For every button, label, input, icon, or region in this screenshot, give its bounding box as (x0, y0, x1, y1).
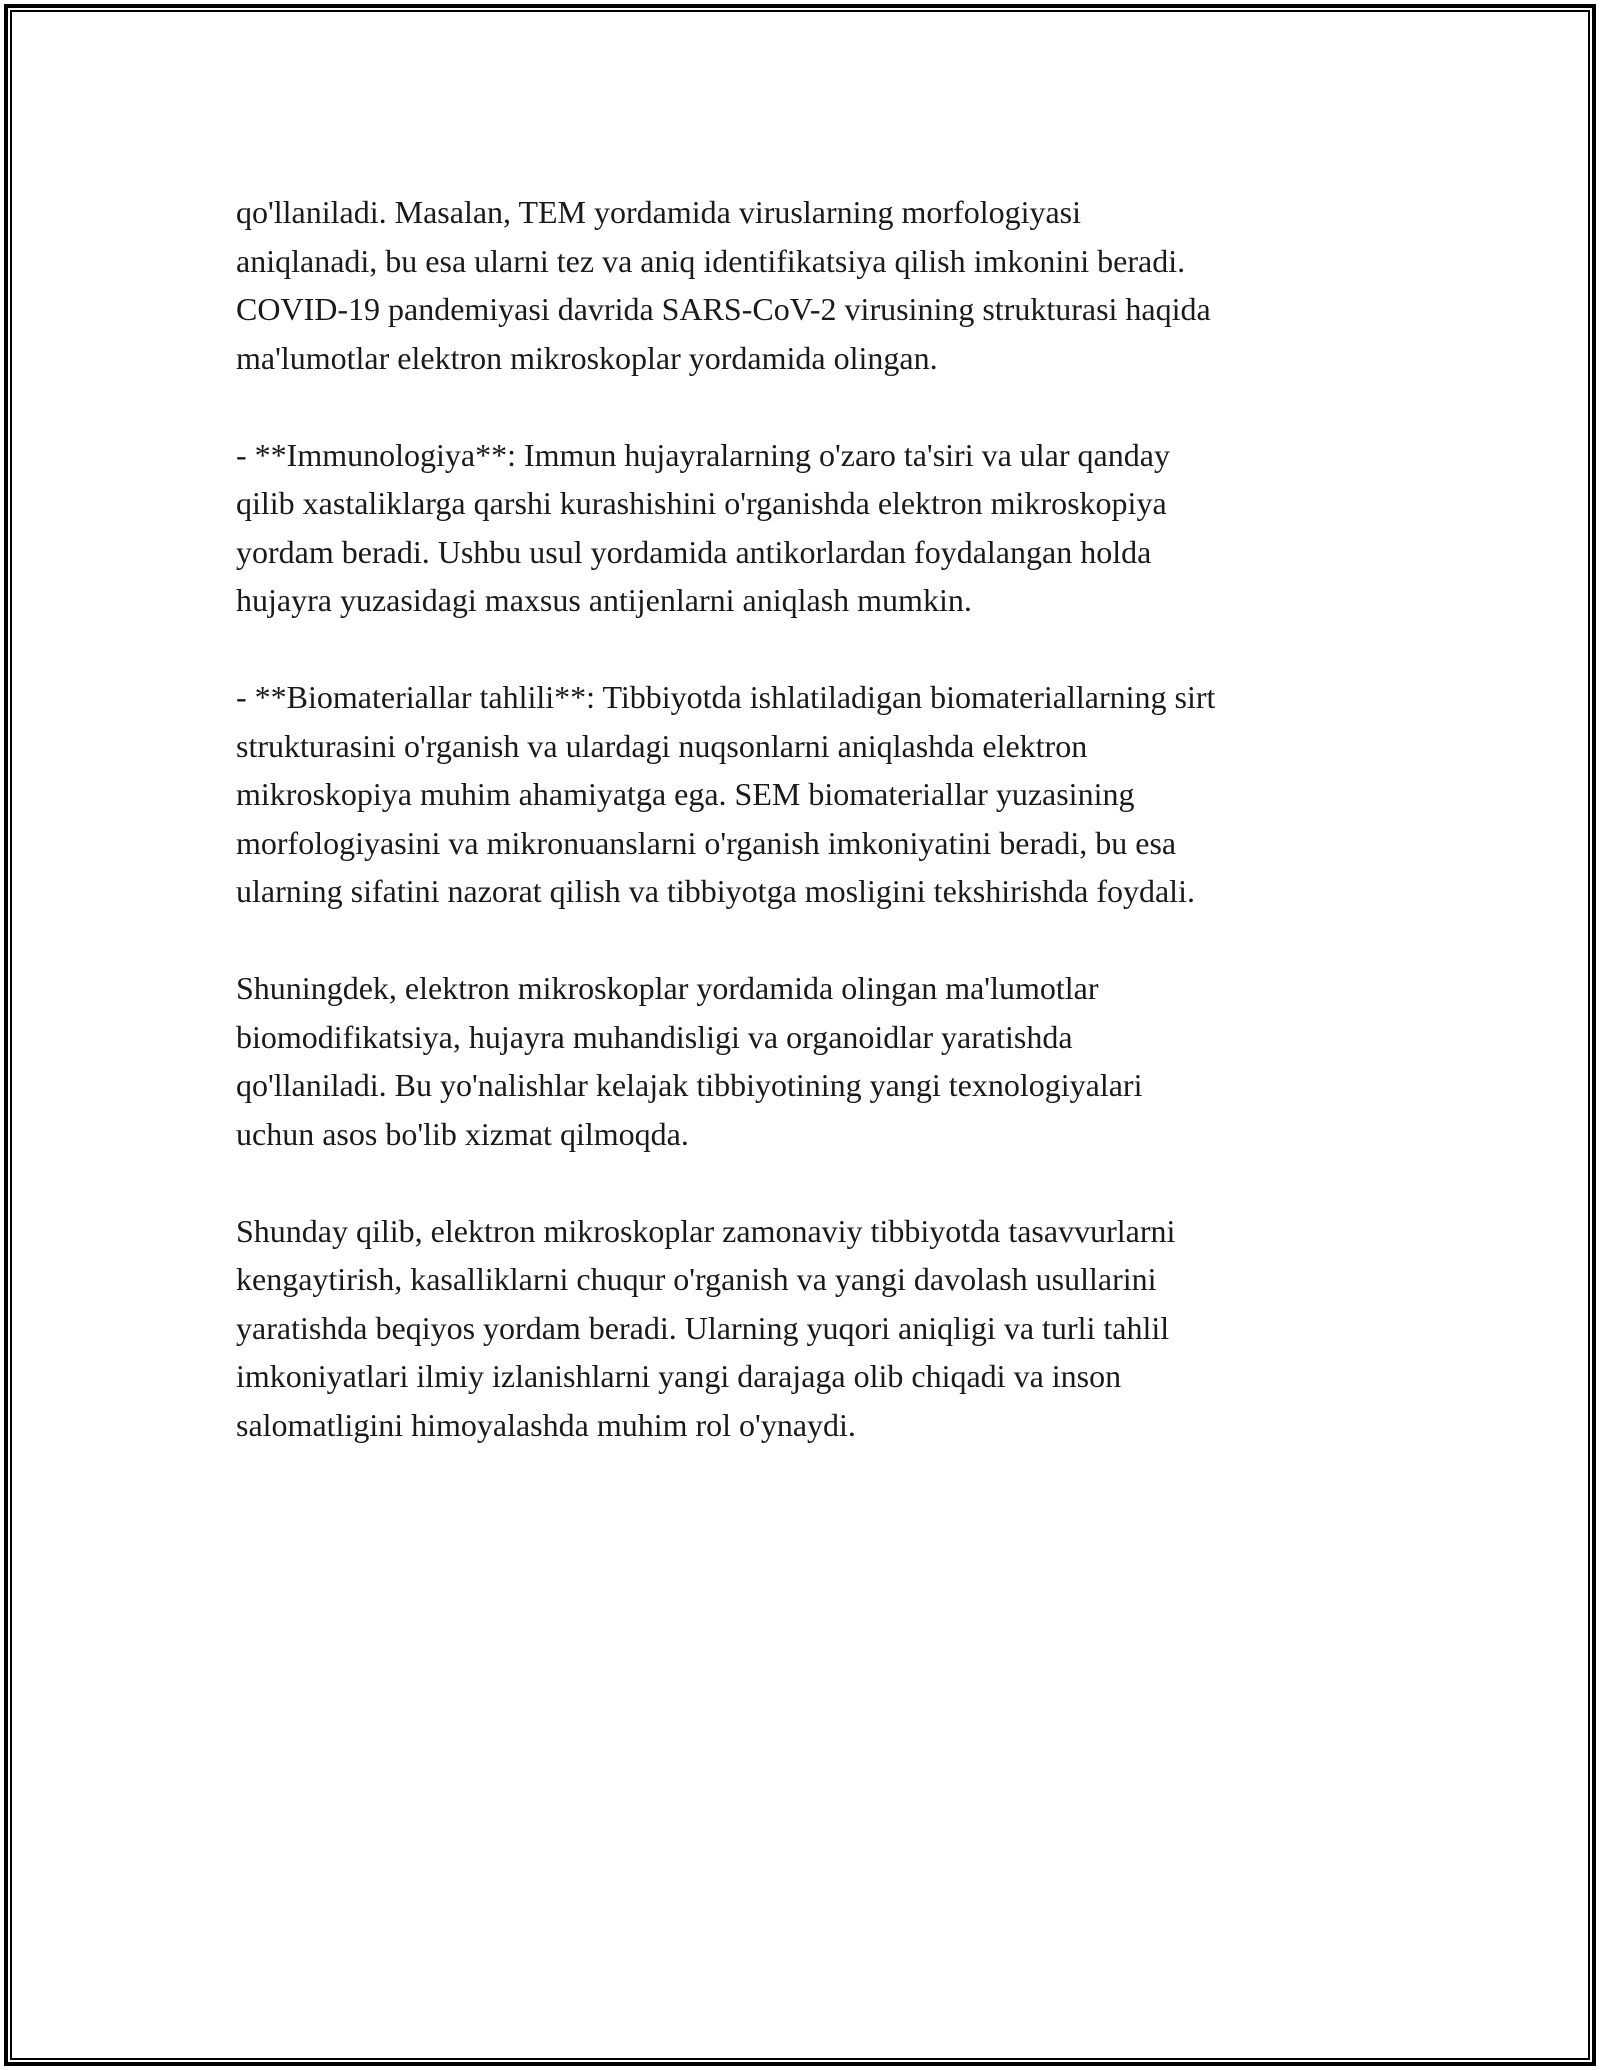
text-line: ularning sifatini nazorat qilish va tibbiyotga mosligini tekshirishda foydali. (236, 873, 1195, 909)
text-line: hujayra yuzasidagi maxsus antijenlarni aniqlash mumkin. (236, 582, 972, 618)
text-line: salomatligini himoyalashda muhim rol o'ynaydi. (236, 1406, 856, 1443)
text-line: yaratishda beqiyos yordam beradi. Ularning yuqori aniqligi va turli tahlil (236, 1309, 1170, 1346)
paragraph-immunology (236, 431, 1376, 625)
text-line: kengaytirish, kasalliklarni chuqur o'rganish va yangi davolash usullarini (236, 1261, 1157, 1297)
text-line: - **Biomateriallar tahlili**: Tibbiyotda ishlatiladigan biomateriallarning sirt (236, 679, 1216, 715)
text-line: aniqlanadi, bu esa ularni tez va aniq identifikatsiya qilish imkonini beradi. (236, 242, 1186, 279)
text-line: morfologiyasini va mikronuanslarni o'rganish imkoniyatini beradi, bu esa (236, 824, 1177, 861)
text-line: COVID-19 pandemiyasi davrida SARS-CoV-2 virusining strukturasi haqida (236, 291, 1211, 327)
text-line: qo'llaniladi. Bu yo'nalishlar kelajak tibbiyotining yangi texnologiyalari (236, 1067, 1143, 1103)
text-line: - **Immunologiya**: Immun hujayralarning o'zaro ta'siri va ular qanday (236, 436, 1170, 473)
text-line: Shunday qilib, elektron mikroskoplar zamonaviy tibbiyotda tasavvurlarni (236, 1212, 1176, 1249)
paragraph-virology (236, 188, 1376, 382)
paragraph-biomaterials (236, 673, 1376, 916)
text-line: uchun asos bo'lib xizmat qilmoqda. (236, 1115, 689, 1152)
text-line: imkoniyatlari ilmiy izlanishlarni yangi darajaga olib chiqadi va inson (236, 1358, 1122, 1394)
text-line: ma'lumotlar elektron mikroskoplar yordamida olingan. (236, 339, 938, 376)
text-line: Shuningdek, elektron mikroskoplar yordamida olingan ma'lumotlar (236, 970, 1099, 1006)
paragraph-biomodification (236, 964, 1376, 1158)
text-line: qilib xastaliklarga qarshi kurashishini o'rganishda elektron mikroskopiya (236, 485, 1167, 521)
text-line: qo'llaniladi. Masalan, TEM yordamida viruslarning morfologiyasi (236, 194, 1082, 230)
text-line: biomodifikatsiya, hujayra muhandisligi va organoidlar yaratishda (236, 1018, 1073, 1055)
paragraph-conclusion (236, 1207, 1376, 1450)
text-line: yordam beradi. Ushbu usul yordamida antikorlardan foydalangan holda (236, 533, 1152, 570)
text-line: strukturasini o'rganish va ulardagi nuqsonlarni aniqlashda elektron (236, 727, 1088, 764)
document-body (236, 188, 1376, 1498)
text-line: mikroskopiya muhim ahamiyatga ega. SEM biomateriallar yuzasining (236, 776, 1135, 812)
